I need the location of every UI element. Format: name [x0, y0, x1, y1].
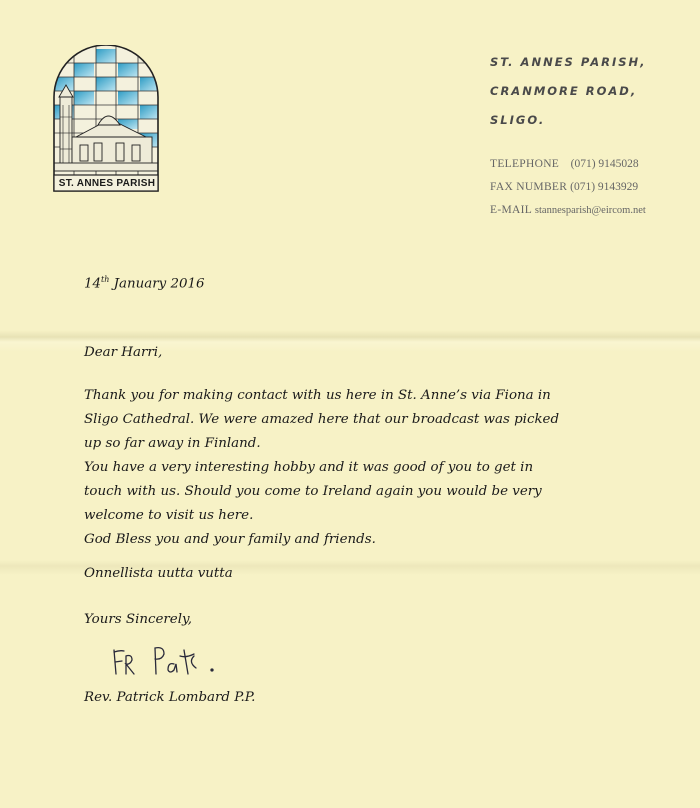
church-logo-icon: [50, 45, 162, 195]
sign-off: Yours Sincerely,: [84, 612, 193, 627]
date-suffix: th: [101, 275, 110, 284]
telephone-row: [490, 153, 646, 176]
letter-date: [84, 275, 205, 291]
address-line: ST. ANNES PARISH,: [490, 55, 647, 69]
address-line: CRANMORE ROAD,: [490, 84, 638, 98]
email-label: E-MAIL: [490, 204, 533, 216]
date-day: 14: [84, 276, 102, 292]
handwritten-signature: [108, 640, 218, 680]
fax-label: FAX NUMBER: [490, 181, 568, 193]
body-line: welcome to visit us here.: [84, 508, 254, 523]
body-line: touch with us. Should you come to Ireland again you would be very: [84, 484, 542, 499]
body-line: Sligo Cathedral. We were amazed here that our broadcast was picked: [84, 412, 560, 427]
email-row: [490, 199, 646, 222]
body-line: You have a very interesting hobby and it was good of you to get in: [84, 460, 534, 475]
telephone-value: (071) 9145028: [570, 158, 639, 170]
fax-value: (071) 9143929: [570, 181, 639, 193]
salutation: Dear Harri,: [84, 345, 163, 360]
address-line: SLIGO.: [490, 113, 546, 127]
closing-phrase: Onnellista uutta vutta: [84, 566, 233, 581]
fax-row: [490, 176, 646, 199]
body-line: God Bless you and your family and friends.: [84, 532, 376, 547]
signer-name: Rev. Patrick Lombard P.P.: [84, 690, 256, 705]
letter-body: [84, 384, 559, 552]
contact-details: [490, 153, 646, 222]
body-line: up so far away in Finland.: [84, 436, 261, 451]
telephone-label: TELEPHONE: [490, 158, 560, 170]
parish-address: [490, 48, 647, 135]
logo-caption: ST. ANNES PARISH: [58, 178, 156, 189]
date-month-year: January 2016: [109, 276, 205, 292]
body-line: Thank you for making contact with us here in St. Anne’s via Fiona in: [84, 388, 551, 403]
email-value: stannesparish@eircom.net: [534, 205, 646, 216]
